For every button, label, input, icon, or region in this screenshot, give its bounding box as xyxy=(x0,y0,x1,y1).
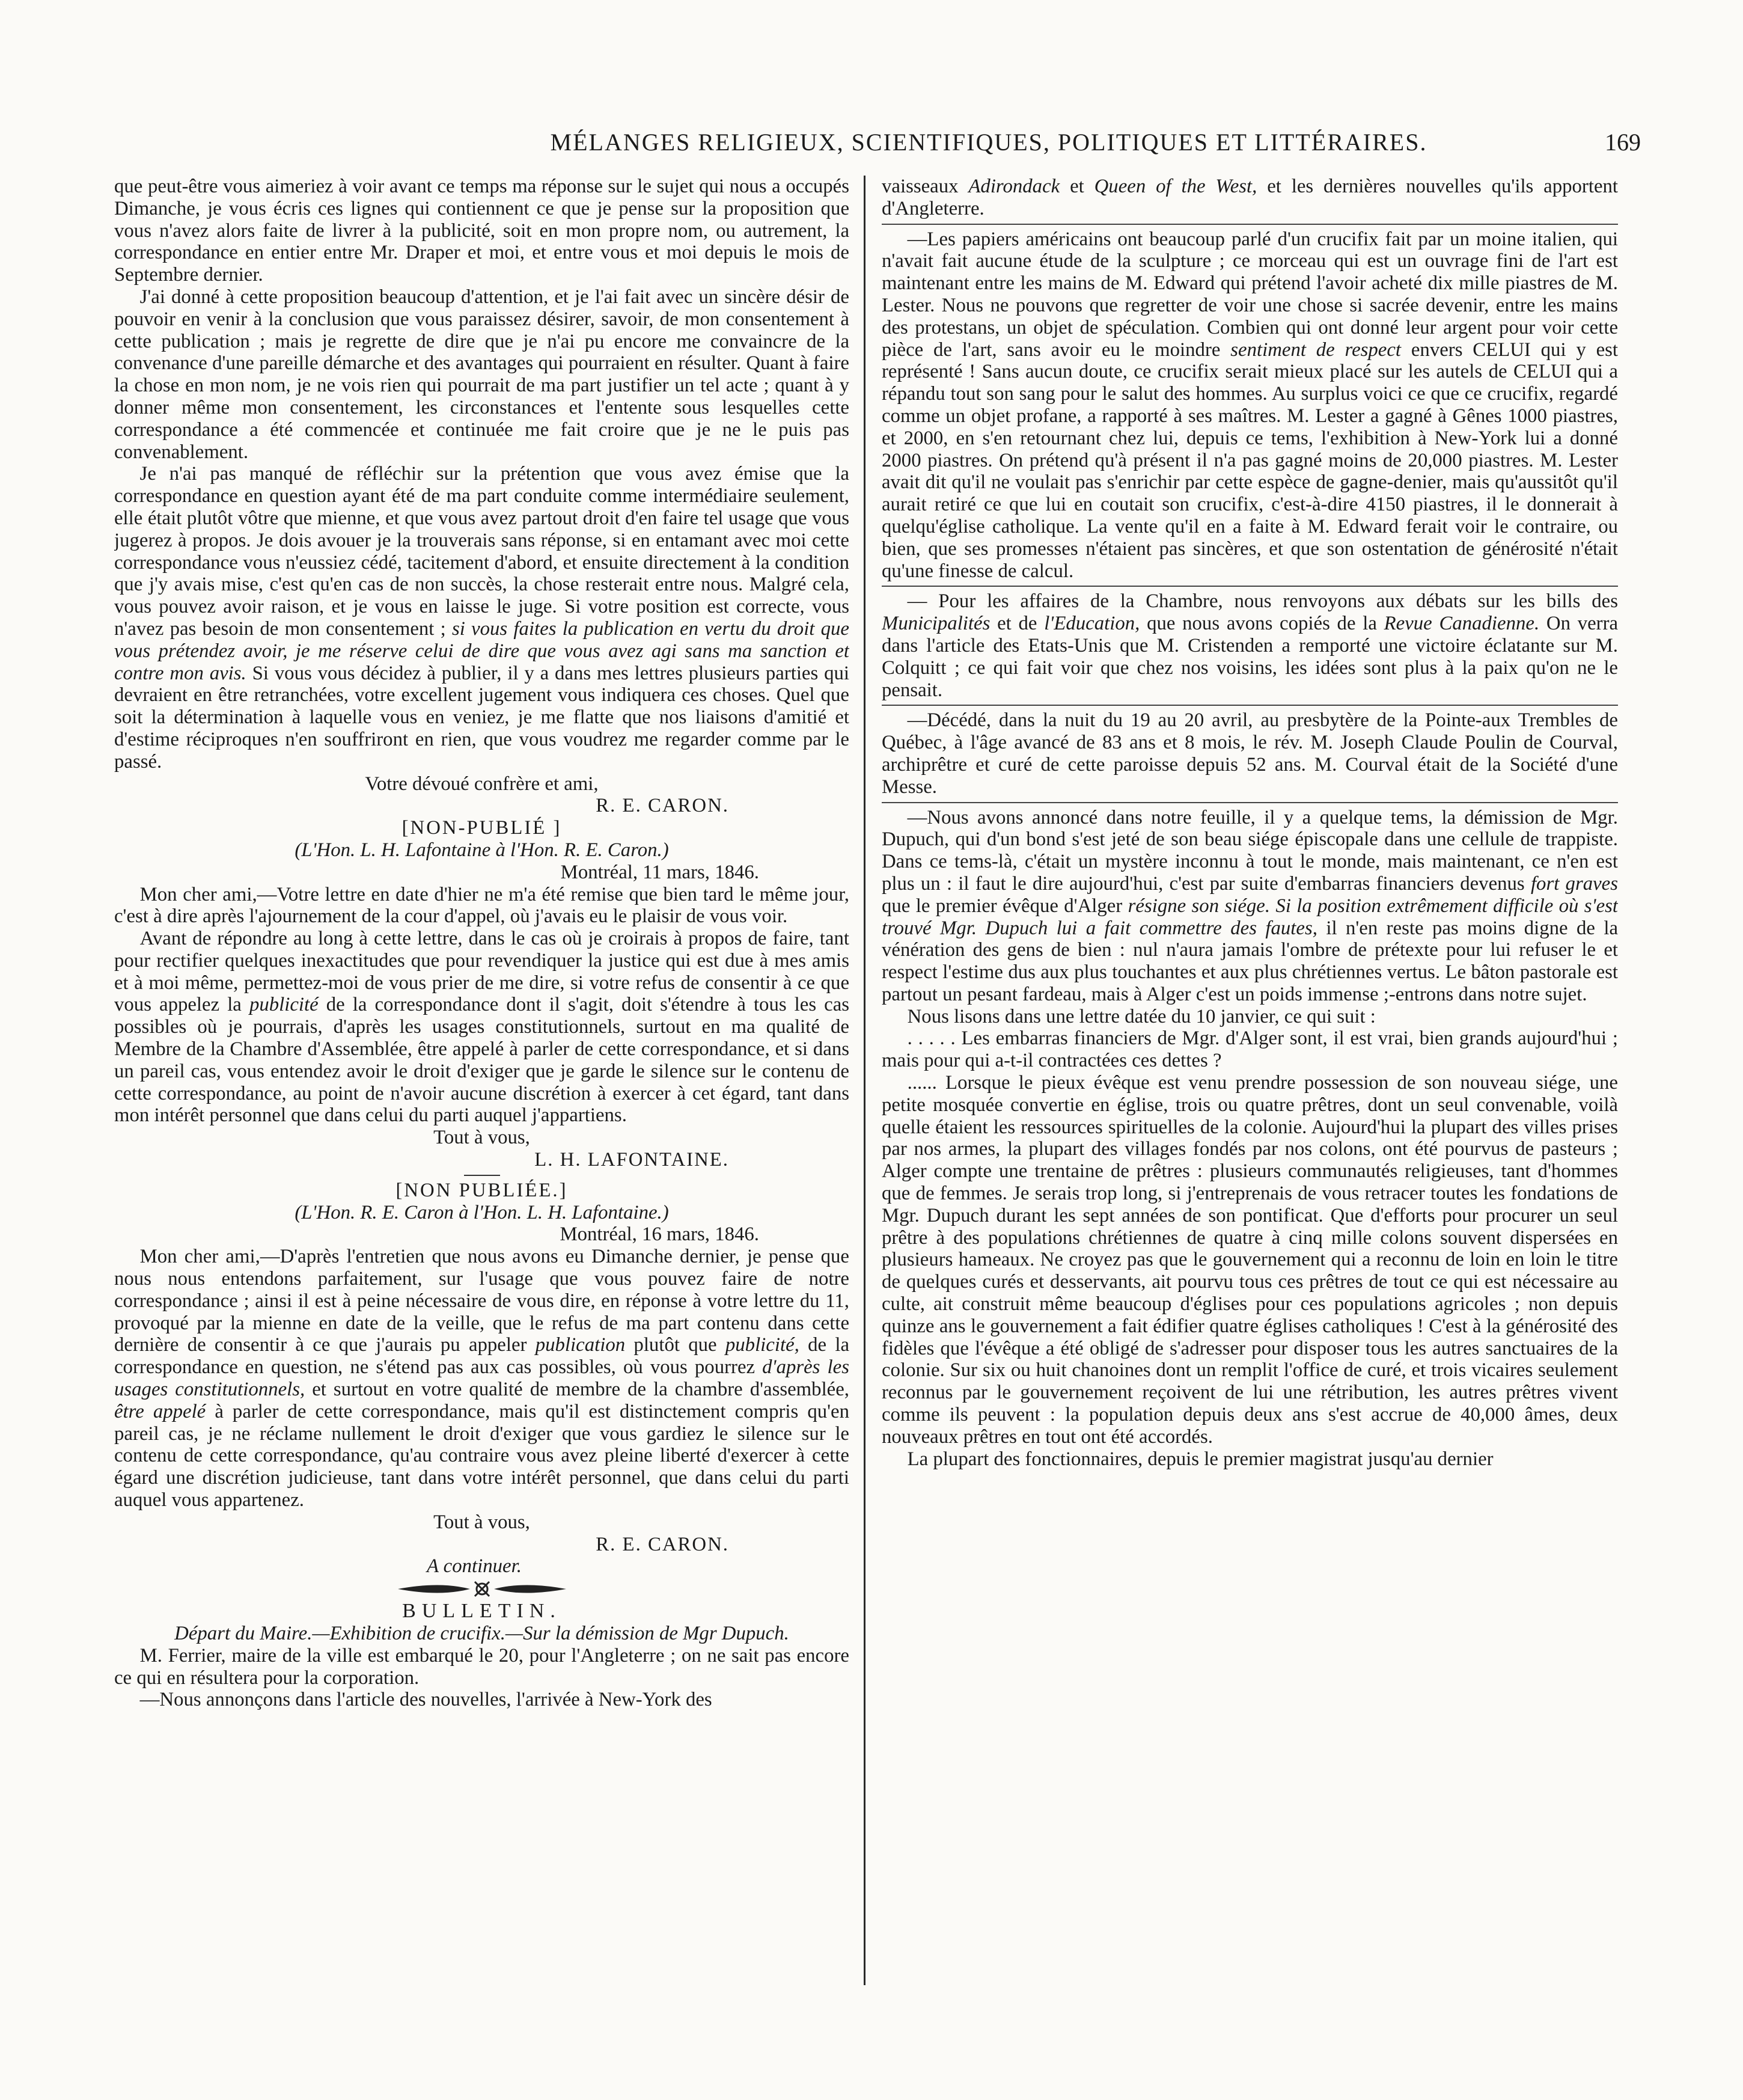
left-column xyxy=(114,176,849,2028)
ornament-divider xyxy=(392,1580,572,1598)
separator-rule xyxy=(882,802,1618,803)
right-column xyxy=(882,176,1618,2028)
paragraph: La plupart des fonctionnaires, depuis le premier magistrat jusqu'au dernier xyxy=(907,1448,1494,1470)
separator-rule xyxy=(882,705,1618,706)
paragraph: Avant de répondre au long à cette lettre, dans le cas où je croirais à propos de faire, tant pour rectifier quelques inexactitudes que pour revendiquer la justice qui est due à mes amis et à moi même, permettez-moi de vous prier de me dire, si votre refus de consentir à ce que vous appelez la publicité de la correspondance dont il s'agit, doit s'étendre à tous les cas possibles où je pourrais, d'après les usages constitutionnels, surtout en ma qualité de Membre de la Chambre d'Assemblée, être appelé à parler de cette correspondance, et si dans un pareil cas, vous entendez avoir le droit d'exiger que je garde le silence sur le contenu de cette correspondance, au point de n'avoir aucune discrétion à exercer à cet égard, tant dans mon intérêt personnel que dans celui du parti auquel j'appartiens. xyxy=(114,928,849,1127)
paragraph: —Les papiers américains ont beaucoup parlé d'un crucifix fait par un moine italien, qui n'avait fait aucune étude de la sculpture ; ce morceau qui est un ouvrage fini de l'art est maintenant entre les mains de M. Edward qui prétend l'avoir acheté dix mille piastres de M. Lester. Nous ne pouvons que regretter de voir une chose si sacrée devenir, entre les mains des protestans, un objet de spéculation. Combien qui ont donné leur argent pour voir cette pièce de l'art, sans avoir eu le moindre sentiment de respect envers CELUI qui y est représenté ! Sans aucun doute, ce crucifix serait mieux placé sur les autels de CELUI qui a répandu tout son sang pour le salut des hommes. Au surplus voici ce que ce crucifix, regardé comme un objet profane, a rapporté à ses maîtres. M. Lester a gagné à Gênes 1000 piastres, et 2000, en s'en retournant chez lui, depuis ce tems, l'exhibition à New-York lui a donné 2000 piastres. On prétend qu'à présent il n'a pas gagné moins de 20,000 piastres. M. Lester avait dit qu'il ne voulait pas s'enrichir par cette espèce de gagne-denier, mais qu'aussitôt qu'il aurait retiré ce que lui en coutait son crucifix, c'est-à-dire 4150 piastres, il le donnerait à quelqu'église catholique. La vente qu'il en a faite à M. Edward ferait voir le contraire, ou bien, que ses promesses n'étaient pas sincères, et que son ostentation de générosité n'était qu'une finesse de calcul. xyxy=(882,228,1618,582)
separator-rule xyxy=(882,586,1618,587)
paragraph: M. Ferrier, maire de la ville est embarqué le 20, pour l'Angleterre ; on ne sait pas encore ce qui en résultera pour la corporation. xyxy=(114,1644,849,1689)
column-rule xyxy=(864,176,865,1985)
paragraph: Mon cher ami,—Votre lettre en date d'hier ne m'a été remise que bien tard le même jour, c'est à dire après l'ajournement de la cour d'appel, où j'avais eu le plaisir de vous voir. xyxy=(114,883,849,928)
letter-closing: Votre dévoué confrère et ami, xyxy=(365,773,599,795)
letter-date: Montréal, 11 mars, 1846. xyxy=(560,861,759,883)
letter-heading: (L'Hon. R. E. Caron à l'Hon. L. H. Lafontaine.) xyxy=(295,1201,669,1223)
letter-signature: R. E. CARON. xyxy=(596,1533,729,1555)
letter-signature: R. E. CARON. xyxy=(596,795,729,817)
paragraph: . . . . . Les embarras financiers de Mgr. d'Alger sont, il est vrai, bien grands aujourd'hui ; mais pour qui a-t-il contractées ces dettes ? xyxy=(882,1027,1618,1072)
short-rule xyxy=(464,1175,500,1176)
letter-closing: Tout à vous, xyxy=(433,1511,530,1533)
paragraph: — Pour les affaires de la Chambre, nous renvoyons aux débats sur les bills des Municipalités et de l'Education, que nous avons copiés de la Revue Canadienne. On verra dans l'article des Etats-Unis que M. Cristenden a remporté une victoire éclatante sur M. Colquitt ; ce qui fait voir que chez nos voisins, les idées sont plus à la paix qu'on ne le pensait. xyxy=(882,590,1618,701)
separator-rule xyxy=(882,224,1618,225)
paragraph: J'ai donné à cette proposition beaucoup d'attention, et je l'ai fait avec un sincère désir de pouvoir en venir à la conclusion que vous paraissez désirer, savoir, de mon consentement à cette publication ; mais je regrette de dire que je n'ai pu encore me convaincre de la convenance d'une pareille démarche et des avantages qui pourraient en résulter. Quant à faire la chose en mon nom, je ne vois rien qui pourrait de ma part justifier un tel acte ; quant à y donner même mon consentement, les circonstances et l'entente sous lesquelles cette correspondance a été commencée et continuée me fait croire que je ne le puis pas convenablement. xyxy=(114,286,849,463)
letter-signature: L. H. LAFONTAINE. xyxy=(534,1149,729,1171)
paragraph: Nous lisons dans une lettre datée du 10 janvier, ce qui suit : xyxy=(907,1005,1376,1027)
section-subtitle: Départ du Maire.—Exhibition de crucifix.—Sur la démission de Mgr Dupuch. xyxy=(174,1623,789,1644)
paragraph: Mon cher ami,—D'après l'entretien que nous avons eu Dimanche dernier, je pense que nous nous entendons parfaitement, sur l'usage que vous pouvez faire de notre correspondance ; ainsi il est à peine nécessaire de vous dire, en réponse à votre lettre du 11, provoqué par la mienne en date de la veille, que le refus de ma part contenu dans cette dernière de consentir à ce que j'aurais pu appeler publication plutôt que publicité, de la correspondance en question, ne s'étend pas aux cas possibles, où vous pourrez d'après les usages constitutionnels, et surtout en votre qualité de membre de la chambre d'assemblée, être appelé à parler de cette correspondance, mais qu'il est distinctement compris qu'en pareil cas, je ne réclame nullement le droit d'exiger que vous gardiez le silence sur le contenu de cette correspondance, qu'au contraire vous avez pleine liberté d'exercer à cette égard une discrétion judicieuse, tant dans votre intérêt personnel, que dans celui du parti auquel vous appartenez. xyxy=(114,1246,849,1511)
letter-date: Montréal, 16 mars, 1846. xyxy=(560,1223,759,1246)
page-number: 169 xyxy=(1605,129,1641,156)
paragraph: que peut-être vous aimeriez à voir avant ce temps ma réponse sur le sujet qui nous a occupés Dimanche, je vous écris ces lignes qui contiennent ce que je pense sur la proposition que vous n'avez alors faite de livrer à la publicité, soit en mon propre nom, ou autrement, la correspondance en entier entre Mr. Draper et moi, et entre vous et moi depuis le mois de Septembre dernier. xyxy=(114,176,849,286)
paragraph: —Nous avons annoncé dans notre feuille, il y a quelque tems, la démission de Mgr. Dupuch, qui d'un bond s'est jeté de son beau siége épiscopale dans une cellule de trappiste. Dans ce tems-là, c'était un mystère inconnu à tout le monde, mais maintenant, ce n'en est plus un : il faut le dire aujourd'hui, c'est par suite d'embarras financiers devenus fort graves que le premier évêque d'Alger résigne son siége. Si la position extrêmement difficile où s'est trouvé Mgr. Dupuch lui a fait commettre des fautes, il n'en reste pas moins digne de la vénération des gens de bien : nul n'aura jamais l'ombre de prétexte pour lui refuser le et respect l'estime dus aux plus touchantes et aux plus chrétiennes vertus. Le bâton pastorale est partout un pesant fardeau, mais à Alger c'est un poids immense ;-entrons dans notre sujet. xyxy=(882,806,1618,1005)
page-header xyxy=(325,118,1641,156)
letter-label: [NON PUBLIÉE.] xyxy=(395,1179,568,1201)
section-title: BULLETIN. xyxy=(402,1600,561,1623)
letter-label: [NON-PUBLIÉ ] xyxy=(401,817,562,839)
paragraph: —Décédé, dans la nuit du 19 au 20 avril, au presbytère de la Pointe-aux Trembles de Québec, à l'âge avancé de 83 ans et 8 mois, le rév. M. Joseph Claude Poulin de Courval, archiprêtre et curé de cette paroisse depuis 52 ans. M. Courval était de la Société d'une Messe. xyxy=(882,709,1618,798)
letter-closing: Tout à vous, xyxy=(433,1127,530,1149)
paragraph: ...... Lorsque le pieux évêque est venu prendre possession de son nouveau siége, une petite mosquée convertie en église, trois ou quatre prêtres, dont un seul convenable, voilà quelle étaient les ressources spirituelles de la colonie. Aujourd'hui la plupart des villes prises par nos armes, la plupart des villages fondés par nos colons, ont été pourvus de pasteurs ; Alger compte une trentaine de prêtres : plusieurs communautés religieuses, tant d'hommes que de femmes. Je serais trop long, si j'entreprenais de vous retracer toutes les fondations de Mgr. Dupuch durant les sept années de son pontificat. Que d'efforts pour procurer un seul prêtre à des populations chrétiennes de quatre à cinq mille colons souvent dispersées en plusieurs hameaux. Ne croyez pas que le gouvernement qui a reconnu de loin en loin le titre de quelques curés et desservants, ait pourvu tous ces prêtres de tout ce qui est nécessaire au culte, ait construit même beaucoup d'églises pour ces populations agricoles ; non depuis quinze ans le gouvernement a fait édifier quatre églises catholiques ! C'est à la générosité des fidèles que l'évêque a été obligé de s'adresser pour disposer tous les autres sanctuaires de la colonie. Sur six ou huit chanoines dont un remplit l'office de curé, et trois vicaires seulement reconnus par le gouvernement reçoivent de lui une rétribution, les autres prêtres vivent comme ils peuvent : la population depuis deux ans s'est accrue de 40,000 âmes, deux nouveaux prêtres en tout ont été accordés. xyxy=(882,1072,1618,1448)
paragraph: —Nous annonçons dans l'article des nouvelles, l'arrivée à New-York des xyxy=(139,1689,712,1711)
to-be-continued: A continuer. xyxy=(427,1555,522,1578)
running-title: MÉLANGES RELIGIEUX, SCIENTIFIQUES, POLITIQUES ET LITTÉRAIRES. xyxy=(550,129,1427,156)
paragraph: Je n'ai pas manqué de réfléchir sur la prétention que vous avez émise que la correspondance en question ayant été de ma part conduite comme intermédiaire seulement, elle était plutôt vôtre que mienne, et que vous avez partout droit d'en faire tel usage que vous jugerez à propos. Je dois avouer je la trouverais sans réponse, si en entamant avec moi cette correspondance vous n'eussiez cédé, tacitement d'abord, et ensuite directement à la condition que j'y avais mise, c'est qu'en cas de non succès, la chose resterait entre nous. Malgré cela, vous pouvez avoir raison, et je vous en laisse le juge. Si votre position est correcte, vous n'avez pas besoin de mon consentement ; si vous faites la publication en vertu du droit que vous prétendez avoir, je me réserve celui de dire que vous avez agi sans ma sanction et contre mon avis. Si vous vous décidez à publier, il y a dans mes lettres plusieurs parties qui devraient en être retranchées, votre excellent jugement vous indiquera ces choses. Quel que soit la détermination à laquelle vous en veniez, je me flatte que nos liaisons d'amitié et d'estime réciproques n'en souffriront en rien, que vous voudrez me regarder comme par le passé. xyxy=(114,463,849,773)
paragraph: vaisseaux Adirondack et Queen of the West, et les dernières nouvelles qu'ils apportent d'Angleterre. xyxy=(882,176,1618,219)
letter-heading: (L'Hon. L. H. Lafontaine à l'Hon. R. E. Caron.) xyxy=(295,839,669,861)
